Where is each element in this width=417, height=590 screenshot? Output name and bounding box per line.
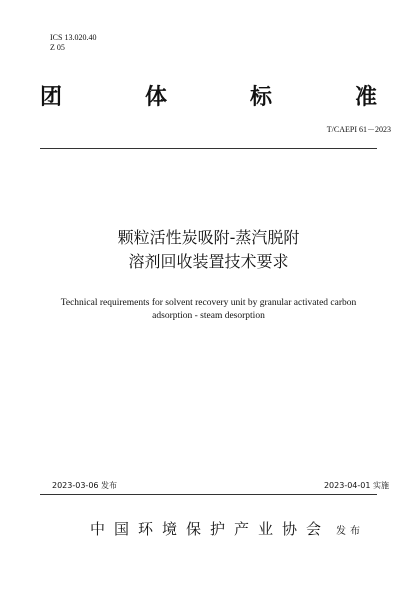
bottom-divider [40,494,377,495]
standard-type-char: 准 [354,85,377,110]
standard-type-char: 体 [144,85,167,110]
standard-type-heading [40,80,377,111]
top-divider [40,148,377,149]
publisher-label: 发布 [336,526,364,537]
chinese-title [0,226,417,274]
chinese-title-line-1: 颗粒活性炭吸附-蒸汽脱附 [117,228,300,247]
english-title [30,297,387,323]
english-title-line-2: adsorption - steam desorption [152,311,265,321]
english-title-line-1: Technical requirements for solvent recovery unit by granular activated carbon [60,298,357,308]
ccs-code: Z 05 [50,43,65,52]
publish-date: 2023-03-06 发布 [52,481,118,490]
standard-code: T/CAEPI 61－2023 [326,125,391,134]
standard-type-char: 团 [40,85,63,110]
implement-date: 2023-04-01 实施 [323,481,389,490]
ics-code: ICS 13.020.40 [50,33,97,42]
chinese-title-line-2: 溶剂回收装置技术要求 [128,252,289,271]
publisher-name: 中国环境保护产业协会 [90,520,331,538]
standard-type-char: 标 [249,85,272,110]
